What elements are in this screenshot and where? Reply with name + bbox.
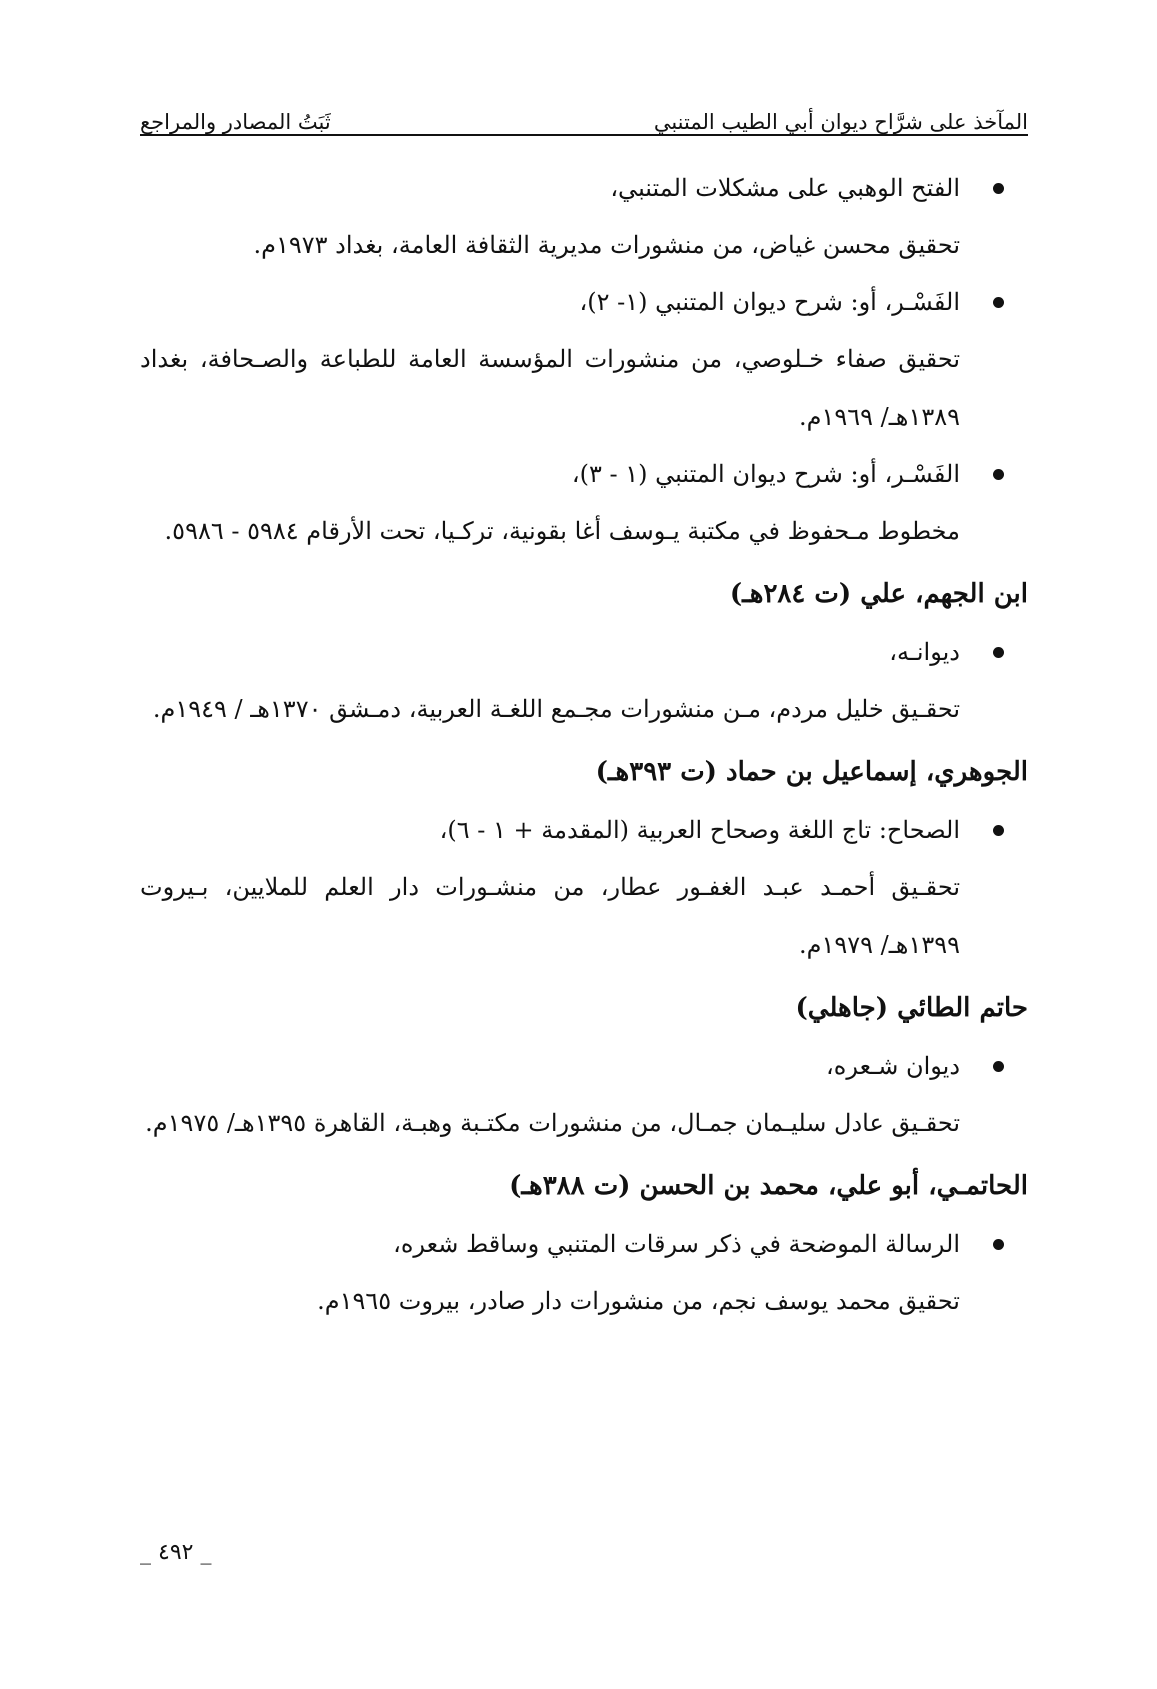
bibliography-entry-title: الفَسْـر، أو: شرح ديوان المتنبي (١ - ٣)،	[140, 446, 1028, 502]
bibliography-entry-title: الفتح الوهبي على مشكلات المتنبي،	[140, 160, 1028, 216]
bibliography-entry-detail: مخطوط مـحفوظ في مكتبة يـوسف أغا بقونية، تركـيا، تحت الأرقام ٥٩٨٤ - ٥٩٨٦.	[164, 517, 960, 545]
author-heading: الحاتمـي، أبو علي، محمد بن الحسن (ت ٣٨٨هـ)	[509, 1171, 1028, 1201]
header-divider	[140, 134, 1028, 136]
bibliography-entry-title: ديوانـه،	[140, 624, 1028, 680]
bullet-icon	[993, 647, 1004, 658]
bibliography-entry-title: الصحاح: تاج اللغة وصحاح العربية (المقدمة + ١ - ٦)،	[140, 802, 1028, 858]
bullet-icon	[993, 297, 1004, 308]
bullet-icon	[993, 1061, 1004, 1072]
bibliography-entry-detail: تحقـيق عادل سليـمان جمـال، من منشورات مكتـبة وهبـة، القاهرة ١٣٩٥هـ/ ١٩٧٥م.	[145, 1109, 960, 1137]
bibliography-entry-detail: تحقيق صفاء خـلوصي، من منشورات المؤسسة العامة للطباعة والصـحافة، بغداد ١٣٨٩هـ/ ١٩٦٩م.	[140, 345, 960, 431]
bullet-icon	[993, 469, 1004, 480]
running-header	[140, 92, 1028, 134]
bibliography-entry-detail: تحقيق محمد يوسف نجم، من منشورات دار صادر، بيروت ١٩٦٥م.	[317, 1287, 960, 1315]
author-heading: ابن الجهم، علي (ت ٢٨٤هـ)	[729, 579, 1028, 609]
page-number: _ ٤٩٢ _	[140, 1540, 212, 1565]
header-section-title: ثَبَتُ المصادر والمراجع	[140, 110, 331, 134]
bibliography-entry-detail: تحقـيق خليل مردم، مـن منشورات مجـمع اللغـة العربية، دمـشق ١٣٧٠هـ / ١٩٤٩م.	[152, 695, 960, 723]
bibliography-entry-detail: تحقـيق أحمـد عبـد الغفـور عطار، من منشـورات دار العلم للملايين، بـيروت ١٣٩٩هـ/ ١٩٧٩م.	[140, 873, 960, 959]
bibliography-entry-title: ديوان شـعره،	[140, 1038, 1028, 1094]
bibliography-content	[140, 160, 1028, 1330]
bullet-icon	[993, 825, 1004, 836]
bullet-icon	[993, 183, 1004, 194]
bibliography-entry-title: الفَسْـر، أو: شرح ديوان المتنبي (١- ٢)،	[140, 274, 1028, 330]
bullet-icon	[993, 1239, 1004, 1250]
bibliography-entry-title: الرسالة الموضحة في ذكر سرقات المتنبي وساقط شعره،	[140, 1216, 1028, 1272]
bibliography-entry-detail: تحقيق محسن غياض، من منشورات مديرية الثقافة العامة، بغداد ١٩٧٣م.	[253, 231, 960, 259]
header-book-title: المآخذ على شرَّاح ديوان أبي الطيب المتنبي	[653, 110, 1028, 134]
author-heading: الجوهري، إسماعيل بن حماد (ت ٣٩٣هـ)	[595, 757, 1028, 787]
author-heading: حاتم الطائي (جاهلي)	[795, 993, 1028, 1023]
